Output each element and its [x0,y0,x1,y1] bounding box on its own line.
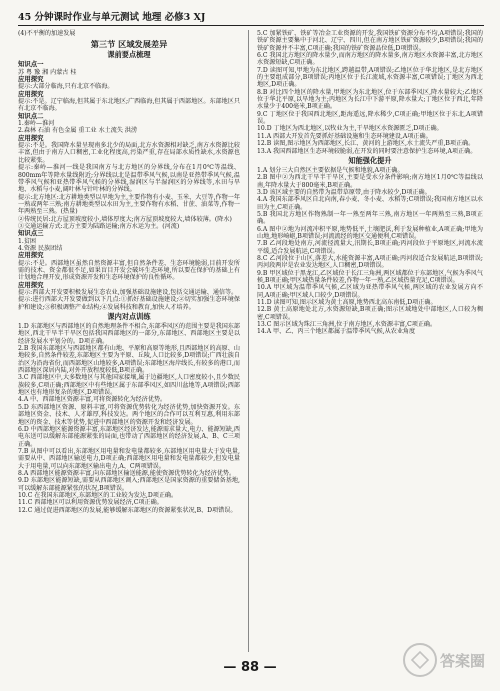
answer-9: 9.D 东部地区能源短缺,需要从西部地区调入;西部地区是国家资源的重要储备基地,可以缓解东部能源紧张的状况,B项错误。 [18,477,240,492]
r-answer-19: 10.A 甲区域为温带季风气候,乙区域为亚热带季风气候,两区域的农业发展方向不同,A项正确;甲区域人口较少,D项错误。 [257,284,483,299]
r-answer-5: 9.C 丁地区位于我国西北地区,距海遥远,降水稀少,C项正确;甲地区位于东北,A项错误。 [257,110,483,126]
r-answer-14: 5.B 我国北方地区作物熟制一年一熟至两年三熟,南方地区一年两熟至三熟,B项正确。 [257,210,483,226]
answer-7: 7.B 从图中可以看出,东部地区用电量和发电量都较多,东部地区用电量大于发电量,需要从中、西部地区输送电力,D项正确;西部地区用电量和发电量都较少,但发电量大于用电量,可以向东部地区输出电力,A、C两项错误。 [18,447,240,470]
knowledge-point-1: 知识点一 [18,60,44,69]
r-answer-21: 12.B 黄土高原地处北方,水资源短缺,B项正确;图示区域地处中部地区,人口较为稠密,C项错误。 [257,306,483,321]
r-answer-15: 6.A 图中②地为河流冲积平原,地势低平,土壤肥沃,利于发展种植业,A项正确;甲地为山地,地形崎岖,B项错误;河流流经的地区交通便利,C项错误。 [257,225,483,240]
hint-3: 提示:不是。我国降水量呈现南多北少的局面,北方水资源相对缺乏,南方水资源比较丰富,但由于南方人口稠密,工业化程度高,污染严重,存在局部水质性缺水,水资源也比较紧张。 [18,142,240,164]
answer-6: 6.D 中西部地区能源资源丰富,东部地区经济发达,能源需求量大,电力、能源短缺,西电东送可以缓解东部能源紧张的局面,也带动了西部地区的经济发展,A、B、C三项正确。 [18,425,240,448]
page-header [18,8,484,26]
apply-explore-2: 应用探究 [18,89,44,98]
answer-4: 4.A 中、西部地区资源丰富,可将资源转化为经济优势。 [18,396,167,404]
apply-explore-5: 应用探究 [18,280,44,289]
answer-3: 3.C 西部地区中,大多数地区与其他国家接壤,属于边疆地区,人口密度较小,且少数民族较多,C项正确;西部地区中有些地区属于东部季风区,如四川盆地等,A项错误;西部地区也有地形复杂的地区,D项错误。 [18,374,240,397]
r-answer-8: 12.B 读图,图示地区为西部地区,长江、黄河的上游地区,水土流失严重,B项正确。 [257,140,475,148]
r-answer-3: 7.D 读图可知,甲地为东北地区,跨越温带,A项错误;乙地区位于华北地区,是北方地区的主要组成部分,B项错误;丙地区位于长江流域,水资源丰富,C项错误;丁地区为西北地区,D项正确。 [257,66,483,89]
hint-5: 提示:北方地区:北方耕地类型以旱地为主,主要作物有小麦、玉米、大豆等,作物一年一熟或两年三熟;南方耕地类型以水田为主,主要作物有水稻、甘蔗、油菜等,作物一年两熟至三熟。(热量) [18,193,240,216]
section-title: 第三节 区域发展差异 [90,39,168,50]
hint-6: ②传统民居:北方屋顶坡度较小,墙体厚度大;南方屋顶坡度较大,墙体较薄。(降水) [18,215,232,223]
r-answer-7: 11.A 西部大开发首先要抓好基础设施和生态环境建设,A项正确。 [257,132,432,140]
column-divider [248,30,249,652]
apply-explore-3: 应用探究 [18,133,44,142]
r-answer-18: 9.B 甲区域位于黑龙江,乙区域位于长江三角洲,两区域都位于东部地区,气候为季风气候,B项正确;甲区域热量条件较差,作物一年一熟,乙区域热量充足,C项错误。 [257,269,483,284]
answer-line-1: 1.秦岭—淮河 [18,120,55,128]
r-answer-4: 8.B 对比四个地区的降水量,甲地区为东北地区,位于东部季风区,降水量较大;乙地区位于华北平原,以旱地为主;丙地区为长江中下游平原,降水量大;丁地区位于西北,年降水量少于400毫米,B项正确。 [257,88,483,111]
r-answer-20: 11.D 读图可知,图示区域为黄土高原,地势西北高东南低,D项正确。 [257,299,437,307]
provinces-list: 苏 粤 豫 湘 内蒙古 桂 [18,68,77,76]
r-answer-16: 7.B 乙河段地处南方,河流径流量大,汛期长,B项正确;丙河段位于平原地区,河流水流平缓,适合发展航运,C项错误。 [257,240,483,255]
r-answer-6: 10.D 丁地区为西北地区,以牧业为主,干旱地区水资源匮乏,D项正确。 [257,125,443,133]
hint-10: 提示:进行西部大开发要做到以下几点:①抓好基础设施建设;②切实加强生态环境保护和建设;③积极调整产业结构;④发展科技和教育,加快人才培养。 [18,296,240,311]
hint-9: 提示:西部大开发要积极发展生态农业,加强基础设施建设,包括交通运输、通信等。 [18,289,238,296]
watermark-text: 答案圈 [440,652,486,670]
r-answer-17: 8.C 乙河段位于山区,落差大,水能资源丰富,A项正确;丙河段适合发展航运,B项错误;丙河段两岸是农业发达地区,人口稠密,D项错误。 [257,254,483,270]
r-answer-22: 13.C 图示区域为珠江三角洲,位于南方地区,水资源丰富,C项正确。 [257,321,437,329]
answer-8: 8.A 西部地区能源资源丰富,向东部地区输送能源,能使资源优势转化为经济优势。 [18,469,236,477]
answer-5: 5.D 东西部地区资源、原料丰富,可将资源优势转化为经济优势,加快资源开发。东部地区资金、技术、人才雄厚,科技发达。两个地区的合作可以互利互惠,利用东部地区的资金、技术等优势,促进中西部地区的资源开发和经济发展。 [18,403,240,426]
apply-explore-4: 应用探究 [18,251,44,260]
answer-line-4: 4.资源 民族团结 [18,244,63,252]
answer-1: 1.D 东部地区与西部地区的自然地理条件不相合,东部季风区的范围主要是我国东部地区,西北干旱半干旱区包括我国西部地区的一部分,东部地区、西部地区主要是以经济发展水平划分的。D项正确。 [18,323,240,345]
knowledge-point-2: 知识点二 [18,111,44,120]
r-answer-23: 14.A 甲、乙、丙三个地区都属于温带季风气候,从农业角度 [257,328,416,336]
r-answer-2: 6.C 我国北方地区的降水量少,而南方地区的降水量多,南方地区水资源丰富,北方地区水资源短缺,C项正确。 [257,52,483,67]
hint-1: 提示:大部分临海,只有北京不临海。 [18,83,114,91]
r-answer-11: 2.B 图中②为西北干旱半干旱区,主要是受水分条件影响;南方地区1月0℃等温线以南,年降水量大于800毫米,B项正确。 [257,174,483,189]
watermark-logo [400,638,490,684]
r-answer-1: 5.C 加紧铁矿、铁矿等冶金工业资源的开发,我国铁矿资源分布不均,A项错误;我国的铁矿资源主要集中于河北、辽宁、四川,但在南方地区铁矿资源较少,B项错误;我国的铁矿资源并不丰富,C项正确;我国的铁矿资源品位低,D项错误。 [257,30,483,52]
answer-12: 12.C 通过促进西部地区的发展,能够缓解东部地区的资源紧张状况,B、D项错误。 [18,506,237,514]
answer-2: 2.B 我国东部地区与西部地区都有山地、平原和高原等地形,且西部地区的高原、山地较多,自然条件较差,东部地区主要为平原、丘陵,人口比较多,D项错误;广西壮族自治区为沿海省份,而西部地区山地较多,A项错误;东部地区海岸线长,有较多的港口,而西部地区深居内陆,对外开放程度较低,B项正确。 [18,345,240,375]
hint-2: 提示:不是。辽宁临海,但其属于东北地区;广西临海,但其属于西部地区。东部地区只有北京不临海。 [18,98,240,113]
left-column [18,30,240,514]
apply-explore-1: 应用探究 [18,75,44,84]
intro-line: (4)不平衡的加速发展 [18,30,76,37]
knowledge-point-3: 知识点三 [18,229,44,238]
classroom-training-title: 课内对点训练 [107,312,151,322]
answer-line-2: 2.森林 石油 有色金属 重工业 水土流失 洪涝 [18,127,138,135]
r-answer-10: 1.A 划分三大自然区主要依据是气候和地貌,A项正确。 [257,166,404,174]
answer-11: 11.C 西部地区可以利用资源优势发展经济,C项正确。 [18,499,163,507]
page-number: — 88 — [223,660,277,675]
subsection-title: 课前要点梳理 [107,50,151,60]
ability-title: 知能强化提升 [348,155,392,165]
hint-8: 提示:不是。西部地区虽然自然资源丰富,但自然条件差、生态环境脆弱,目前开发所需的技术、资金都很不足,如果盲目开发会破坏生态环境,所以要在保护的基础上有计划地合理开发,形成资源开发和生态环境保护的良性循环。 [18,259,240,282]
header-text: 45 分钟课时作业与单元测试 地理 必修3 XJ [18,12,206,23]
r-answer-13: 4.A 我国东部季风区自北向南,春小麦、冬小麦、水稻等;C项错误;我国南方地区以水田为主,C项正确。 [257,196,483,211]
answer-line-3: 1.贫困 [18,237,37,245]
hint-7: ③交通运输方式:北方主要为陆路运输;南方水运为主。(河流) [18,222,180,230]
r-answer-9: 13.A 我国西部地区生态环境较脆弱,在开发的同时要注意保护生态环境,A项正确。 [257,147,477,155]
hint-4: 提示:秦岭—淮河一线是我国南方与北方地区的分界线,分布在1月0℃等温线、800mm年等降水量线附近;分界线以北是温带季风气候,以南是亚热带季风气候,温带季风气候和亚热带季风气候的分界线,湿润区与半湿润区的分界线等,水田与旱地、水稻与小麦,阔叶林与针叶林的分界线。 [18,164,240,194]
r-answer-12: 3.D 该区域主要的自然带为温带草原带,由于降水较少,D项正确。 [257,188,431,196]
right-column [257,30,483,336]
answer-10: 10.C 在我国东部地区,东部地区的工业较为发达,D项正确。 [18,491,178,499]
